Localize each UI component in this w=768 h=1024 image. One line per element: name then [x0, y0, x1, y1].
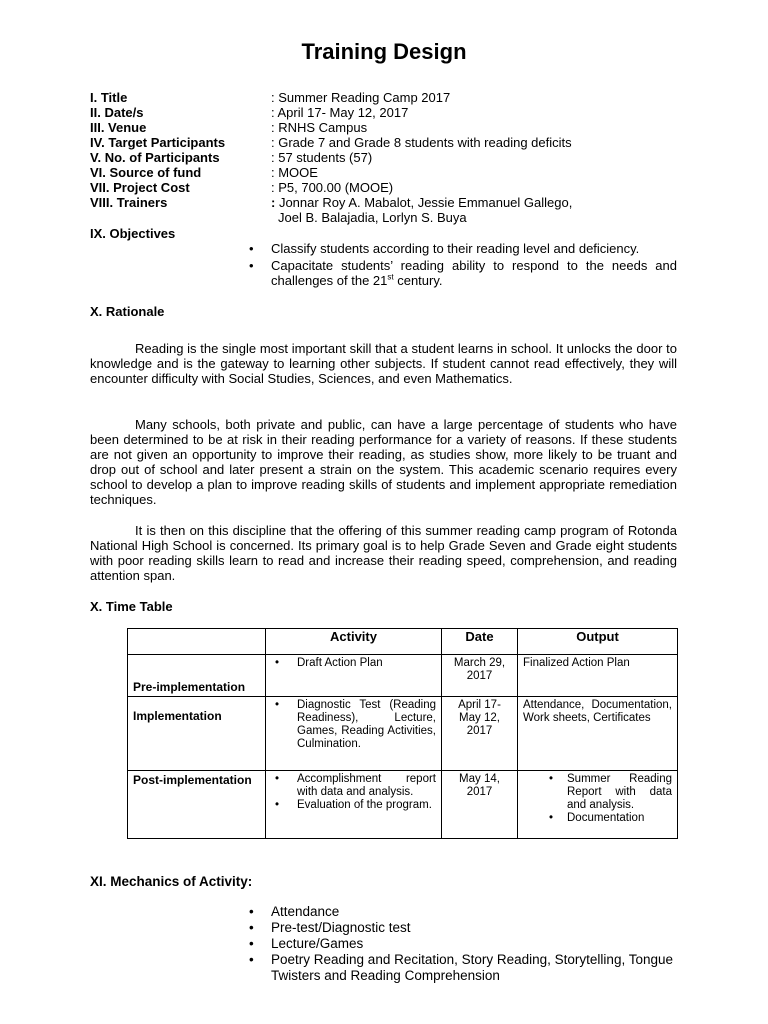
column-header: Activity: [266, 629, 442, 655]
trainers-line-1: Jonnar Roy A. Mabalot, Jessie Emmanuel Gallego,: [275, 195, 573, 210]
timetable-heading: X. Time Table: [90, 599, 173, 614]
output-cell: Attendance, Documentation, Work sheets, Certificates: [518, 697, 678, 771]
activity-item: • Draft Action Plan: [271, 657, 436, 670]
activity-item: • Evaluation of the program.: [271, 799, 436, 812]
info-value: : RNHS Campus: [271, 120, 368, 135]
info-value: : MOOE: [271, 165, 318, 180]
info-block: [90, 90, 690, 225]
phase-cell: Implementation: [128, 697, 266, 771]
info-row: [90, 165, 690, 180]
rationale-paragraph: Reading is the single most important skill that a student learns in school. It unlocks the door to knowledge and is the gateway to learning other subjects. If student cannot read effectively, they will encounter difficulty with Social Studies, Sciences, and even Mathematics.: [90, 341, 677, 386]
activity-item: • Accomplishment report with data and analysis.: [271, 773, 436, 799]
objective-superscript: st: [387, 272, 394, 282]
mechanics-list: [247, 904, 677, 984]
info-row: [90, 135, 690, 150]
info-row: [90, 105, 690, 120]
info-value: : Grade 7 and Grade 8 students with reading deficits: [271, 135, 572, 150]
output-item: • Documentation: [523, 812, 672, 825]
objective-text: Capacitate students’ reading ability to respond to the needs and challenges of the 21: [271, 258, 677, 288]
info-row: [90, 150, 690, 165]
info-label: I. Title: [90, 90, 128, 105]
info-value: [271, 195, 690, 210]
column-header: [128, 629, 266, 655]
table-row: [128, 655, 678, 697]
rationale-paragraph: Many schools, both private and public, can have a large percentage of students who have been determined to be at risk in their reading performance for a variety of reasons. If these students are not given an opportunity to improve their reading, as studies show, more likely to be truant and drop out of school and later present a strain on the system. This academic scenario requires every school to develop a plan to improve reading skills of students and implement appropriate remediation techniques.: [90, 417, 677, 507]
table-header-row: [128, 629, 678, 655]
objective-item: • Classify students according to their reading level and deficiency.: [247, 241, 677, 256]
info-value: : P5, 700.00 (MOOE): [271, 180, 394, 195]
activity-list: [271, 773, 436, 812]
date-cell: May 14, 2017: [442, 771, 518, 839]
info-label: III. Venue: [90, 120, 147, 135]
info-value: : Summer Reading Camp 2017: [271, 90, 451, 105]
info-label: V. No. of Participants: [90, 150, 220, 165]
date-cell: March 29, 2017: [442, 655, 518, 697]
phase-cell: Pre-implementation: [128, 655, 266, 697]
info-label: VI. Source of fund: [90, 165, 202, 180]
mechanics-item: • Pre-test/Diagnostic test: [247, 920, 677, 936]
info-label: II. Date/s: [90, 105, 144, 120]
table-row: [128, 771, 678, 839]
info-label: IV. Target Participants: [90, 135, 226, 150]
info-value: : April 17- May 12, 2017: [271, 105, 409, 120]
output-cell: Finalized Action Plan: [518, 655, 678, 697]
activity-list: [271, 657, 436, 670]
info-row: [90, 195, 690, 210]
objectives-list: [247, 241, 677, 290]
mechanics-item: • Attendance: [247, 904, 677, 920]
timetable: [127, 628, 678, 839]
rationale-heading: X. Rationale: [90, 304, 165, 319]
info-label: VIII. Trainers: [90, 195, 168, 210]
column-header: Output: [518, 629, 678, 655]
rationale-paragraph: It is then on this discipline that the offering of this summer reading camp program of Rotonda National High School is concerned. Its primary goal is to help Grade Seven and Grade eight students with poor reading skills learn to read and increase their reading speed, comprehension, and reading attention span.: [90, 523, 677, 583]
objective-text-end: century.: [393, 273, 443, 288]
info-colon: :: [271, 195, 276, 210]
activity-list: [271, 699, 436, 751]
info-row: [90, 90, 690, 105]
column-header: Date: [442, 629, 518, 655]
objective-item: [247, 258, 677, 288]
info-label: VII. Project Cost: [90, 180, 190, 195]
activity-cell: [266, 655, 442, 697]
table-row: [128, 697, 678, 771]
activity-cell: [266, 697, 442, 771]
output-list: [523, 773, 672, 825]
output-item: • Summer Reading Report with data and analysis.: [523, 773, 672, 812]
trainers-line-2: Joel B. Balajadia, Lorlyn S. Buya: [278, 210, 467, 225]
mechanics-heading: XI. Mechanics of Activity:: [90, 874, 253, 889]
output-cell: [518, 771, 678, 839]
activity-item: • Diagnostic Test (Reading Readiness), Lecture, Games, Reading Activities, Culmination.: [271, 699, 436, 751]
date-cell: April 17- May 12, 2017: [442, 697, 518, 771]
mechanics-item: • Lecture/Games: [247, 936, 677, 952]
document-title: Training Design: [301, 39, 467, 64]
info-row: [90, 120, 690, 135]
objectives-heading: IX. Objectives: [90, 226, 176, 241]
mechanics-item: • Poetry Reading and Recitation, Story Reading, Storytelling, Tongue Twisters and Reading Comprehension: [247, 952, 677, 984]
info-row: [90, 180, 690, 195]
phase-cell: Post-implementation: [128, 771, 266, 839]
info-value: : 57 students (57): [271, 150, 373, 165]
activity-cell: [266, 771, 442, 839]
